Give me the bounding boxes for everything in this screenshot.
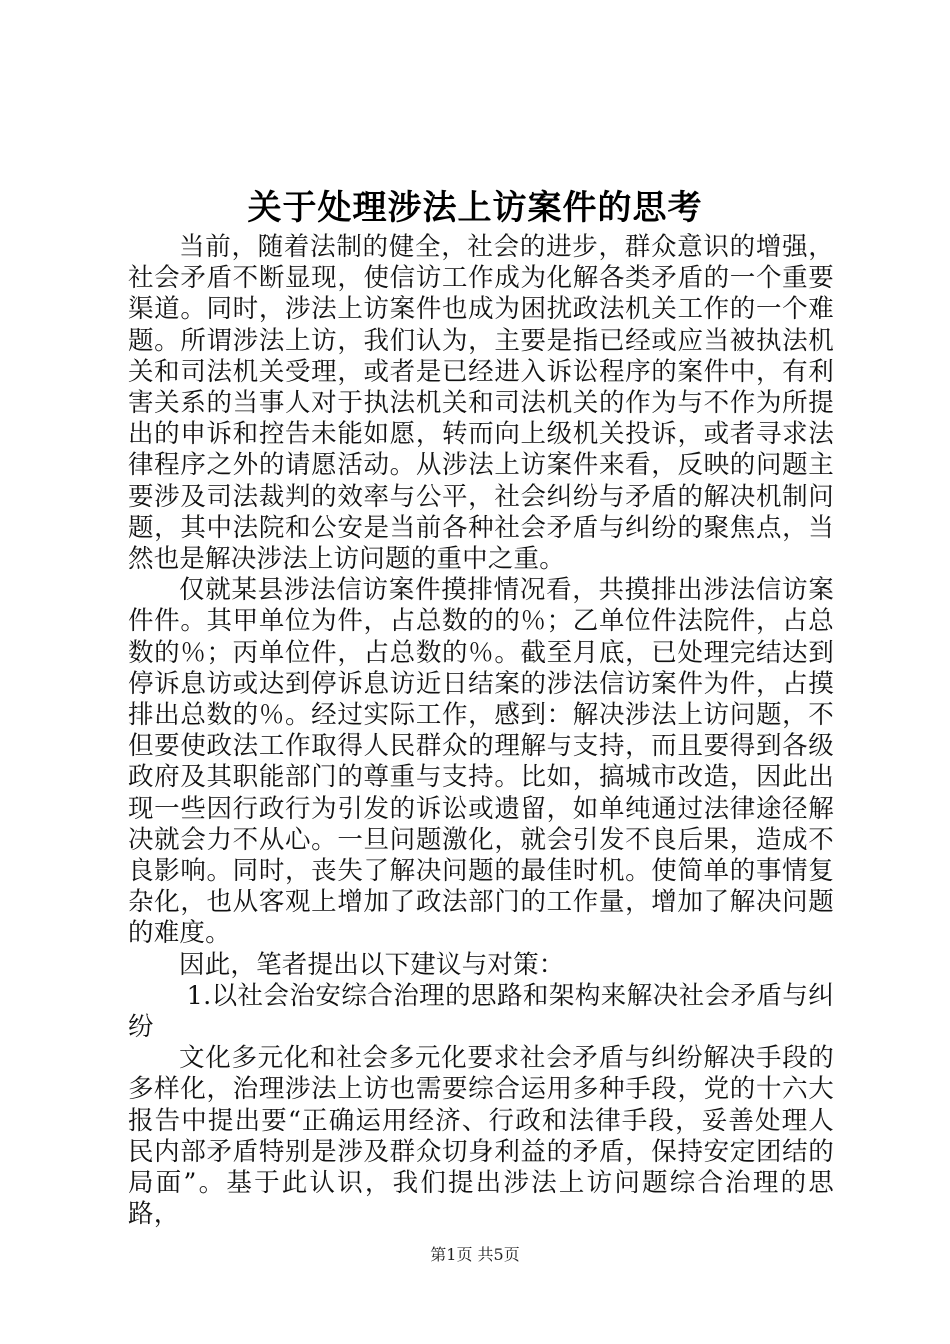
paragraph-suggestions-lead: 因此，笔者提出以下建议与对策： bbox=[179, 949, 565, 980]
document-title: 关于处理涉法上访案件的思考 bbox=[247, 188, 703, 228]
section-heading-1: 1.以社会治安综合治理的思路和架构来解决社会矛盾与纠纷 bbox=[128, 980, 834, 1043]
document-body bbox=[128, 232, 834, 1231]
paragraph-survey: 仅就某县涉法信访案件摸排情况看，共摸排出涉法信访案件件。其甲单位为件，占总数的的％；乙单位件法院件，占总数的％；丙单位件，占总数的％。截至月底，已处理完结达到停诉息访或达到停诉息访近日结案的涉法信访案件为件，占摸排出总数的％。经过实际工作，感到：解决涉法上访问题，不但要使政法工作取得人民群众的理解与支持，而且要得到各级政府及其职能部门的尊重与支持。比如，搞城市改造，因此出现一些因行政行为引发的诉讼或遗留，如单纯通过法律途径解决就会力不从心。一旦问题激化，就会引发不良后果，造成不良影响。同时，丧失了解决问题的最佳时机。使简单的事情复杂化，也从客观上增加了政法部门的工作量，增加了解决问题的难度。 bbox=[128, 575, 834, 949]
paragraph-intro: 当前，随着法制的健全，社会的进步，群众意识的增强，社会矛盾不断显现，使信访工作成为化解各类矛盾的一个重要渠道。同时，涉法上访案件也成为困扰政法机关工作的一个难题。所谓涉法上访，我们认为，主要是指已经或应当被执法机关和司法机关受理，或者是已经进入诉讼程序的案件中，有利害关系的当事人对于执法机关和司法机关的作为与不作为所提出的申诉和控告未能如愿，转而向上级机关投诉，或者寻求法律程序之外的请愿活动。从涉法上访案件来看，反映的问题主要涉及司法裁判的效率与公平，社会纠纷与矛盾的解决机制问题，其中法院和公安是当前各种社会矛盾与纠纷的聚焦点，当然也是解决涉法上访问题的重中之重。 bbox=[128, 232, 834, 575]
paragraph-comprehensive-governance: 文化多元化和社会多元化要求社会矛盾与纠纷解决手段的多样化，治理涉法上访也需要综合运用多种手段，党的十六大报告中提出要“正确运用经济、行政和法律手段，妥善处理人民内部矛盾特别是涉及群众切身利益的矛盾，保持安定团结的局面”。基于此认识，我们提出涉法上访问题综合治理的思路， bbox=[128, 1043, 834, 1230]
page-number-footer: 第1页 共5页 bbox=[430, 1245, 520, 1264]
